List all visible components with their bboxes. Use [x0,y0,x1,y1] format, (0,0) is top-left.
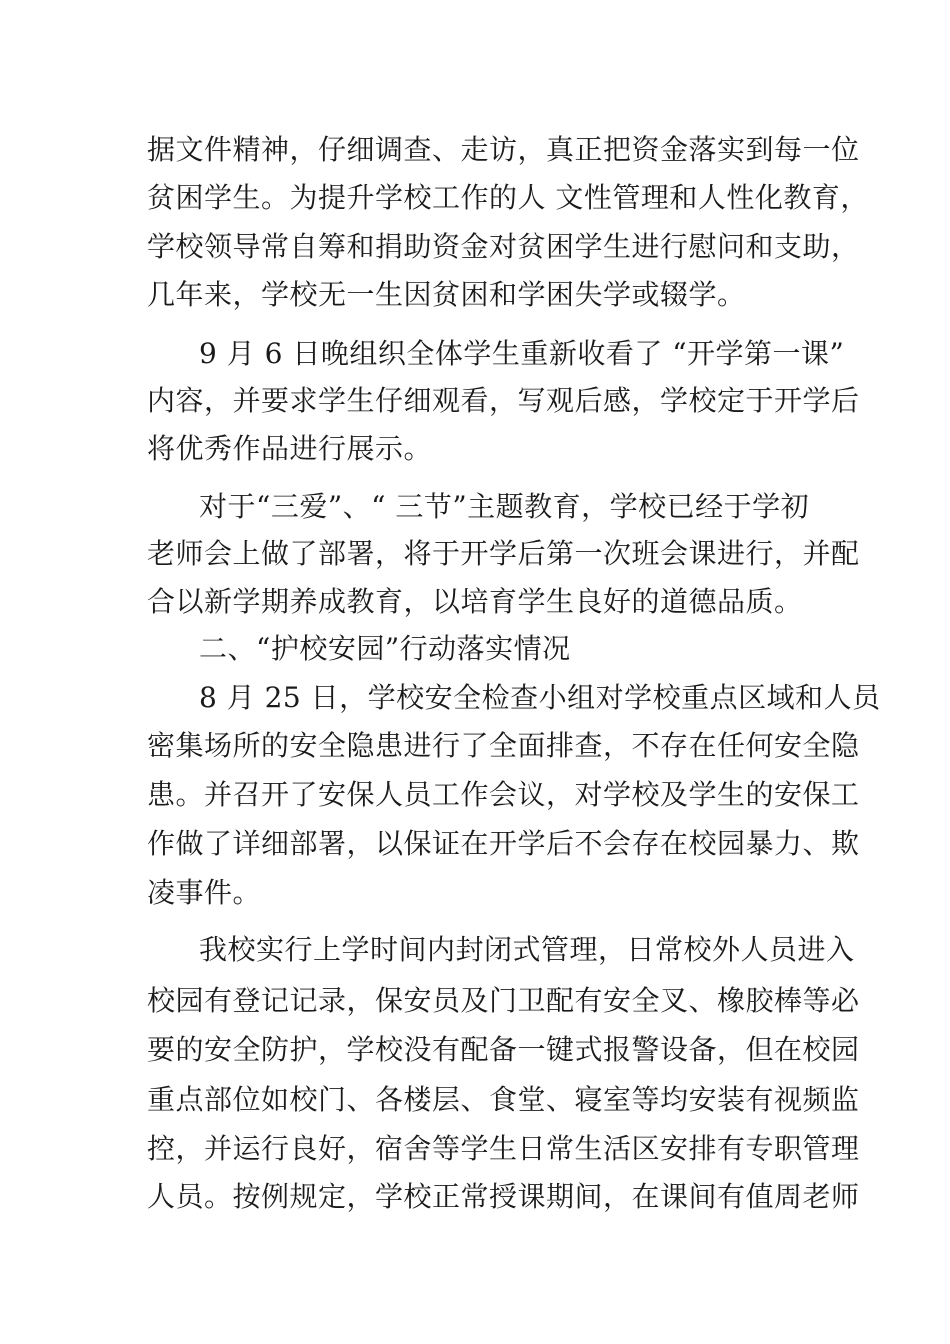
text-line: 学校领导常自筹和捐助资金对贫困学生进行慰问和支助， [147,230,860,263]
text-line: 人员。按例规定，学校正常授课期间，在课间有值周老师 [147,1180,860,1213]
text-line: 控，并运行良好，宿舍等学生日常生活区安排有专职管理 [147,1132,860,1165]
section-heading: 二、“护校安园”行动落实情况 [199,632,571,665]
text-line: 内容，并要求学生仔细观看，写观后感，学校定于开学后 [147,384,860,417]
paragraph-first-line: 8 月 25 日，学校安全检查小组对学校重点区域和人员 [199,681,881,714]
text-line: 密集场所的安全隐患进行了全面排查，不存在任何安全隐 [147,729,860,762]
paragraph-first-line: 9 月 6 日晚组织全体学生重新收看了 “开学第一课” [199,337,845,370]
text-line: 将优秀作品进行展示。 [147,432,433,465]
paragraph-first-line: 我校实行上学时间内封闭式管理，日常校外人员进入 [199,933,855,966]
text-line: 合以新学期养成教育，以培育学生良好的道德品质。 [147,585,803,618]
text-line: 凌事件。 [147,876,262,909]
paragraph-first-line: 对于“三爱”、“ 三节”主题教育，学校已经于学初 [199,490,810,523]
text-line: 重点部位如校门、各楼层、食堂、寝室等均安装有视频监 [147,1083,860,1116]
text-line: 几年来，学校无一生因贫困和学困失学或辍学。 [147,278,746,311]
text-line: 患。并召开了安保人员工作会议，对学校及学生的安保工 [147,778,860,811]
text-line: 贫困学生。为提升学校工作的人 文性管理和人性化教育， [147,181,869,214]
text-line: 作做了详细部署，以保证在开学后不会存在校园暴力、欺 [147,827,860,860]
text-line: 校园有登记记录，保安员及门卫配有安全叉、橡胶棒等必 [147,984,860,1017]
text-line: 要的安全防护，学校没有配备一键式报警设备，但在校园 [147,1033,860,1066]
text-line: 老师会上做了部署，将于开学后第一次班会课进行，并配 [147,537,860,570]
text-line: 据文件精神，仔细调查、走访，真正把资金落实到每一位 [147,133,860,166]
